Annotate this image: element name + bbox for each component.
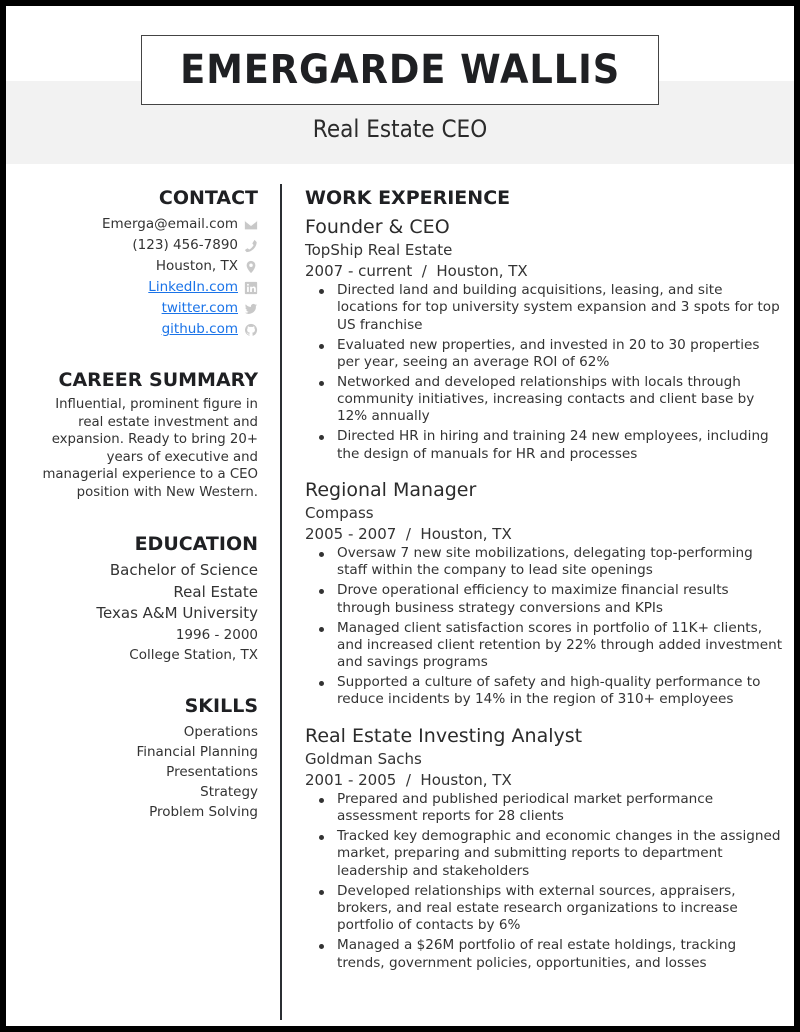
contact-heading: CONTACT <box>158 187 258 209</box>
work-experience-heading: WORK EXPERIENCE <box>305 187 511 209</box>
skill-item: Presentations <box>166 763 258 780</box>
resume-page <box>6 6 794 1026</box>
education-major: Real Estate <box>173 582 258 601</box>
email-text: Emerga@email.com <box>102 216 238 232</box>
candidate-name: EMERGARDE WALLIS <box>180 47 620 93</box>
job-title: Real Estate Investing Analyst <box>305 724 583 747</box>
job-entry <box>305 477 785 709</box>
bullet-item: Evaluated new properties, and invested in 20 to 30 properties per year, seeing an average ROI of 62% <box>315 337 785 372</box>
bullet-item: Networked and developed relationships with locals through community initiatives, increasing contacts and client base by 12% annually <box>315 374 785 426</box>
contact-phone <box>6 235 258 256</box>
company-name: Compass <box>305 504 374 523</box>
education-school: Texas A&M University <box>96 604 258 622</box>
bullet-item: Drove operational efficiency to maximize financial results through business strategy conversions and KPIs <box>315 582 785 617</box>
job-dates-location: 2007 - current / Houston, TX <box>305 262 528 280</box>
location-text: Houston, TX <box>155 258 238 274</box>
envelope-icon <box>244 218 258 232</box>
company-name: TopShip Real Estate <box>305 241 453 259</box>
skill-item: Strategy <box>200 783 258 800</box>
education-section <box>6 532 258 665</box>
career-summary-text: Influential, prominent figure in real estate investment and expansion. Ready to bring 20+ years of executive and managerial experience to a CEO position with New Western. <box>42 397 258 500</box>
career-summary-section <box>6 368 258 501</box>
bullet-item: Managed a $26M portfolio of real estate holdings, tracking trends, government policies, opportunities, and losses <box>315 937 785 972</box>
contact-email <box>6 214 258 235</box>
bullet-item: Supported a culture of safety and high-quality performance to reduce incidents by 14% in the region of 310+ employees <box>315 674 785 709</box>
github-icon <box>244 323 258 337</box>
github-link[interactable]: github.com <box>161 321 238 337</box>
education-degree: Bachelor of Science <box>109 561 258 579</box>
skill-item: Operations <box>183 723 258 740</box>
left-column <box>6 186 258 822</box>
job-bullets <box>315 282 785 463</box>
job-title: Founder & CEO <box>305 216 450 238</box>
job-bullets <box>315 545 785 709</box>
skill-item: Problem Solving <box>149 803 258 820</box>
job-dates-location: 2001 - 2005 / Houston, TX <box>305 770 512 789</box>
job-title-header: Real Estate CEO <box>312 115 488 143</box>
skill-item: Financial Planning <box>136 743 258 760</box>
career-summary-heading: CAREER SUMMARY <box>58 369 258 391</box>
contact-location <box>6 256 258 277</box>
job-dates-location: 2005 - 2007 / Houston, TX <box>305 525 512 544</box>
job-entry <box>305 723 785 972</box>
bullet-item: Tracked key demographic and economic changes in the assigned market, preparing and submitting reports to department leadership and stakeholders <box>315 828 785 880</box>
education-years: 1996 - 2000 <box>175 626 258 643</box>
skills-section <box>6 694 258 822</box>
twitter-icon <box>244 302 258 316</box>
bullet-item: Directed land and building acquisitions, leasing, and site locations for top university system expansion and 3 spots for top US franchise <box>315 282 785 334</box>
linkedin-icon <box>244 281 258 295</box>
right-column <box>305 186 785 974</box>
contact-section <box>6 186 258 340</box>
name-box <box>141 35 659 105</box>
skills-heading: SKILLS <box>184 694 258 717</box>
twitter-link[interactable]: twitter.com <box>161 300 238 316</box>
column-divider <box>280 184 282 1020</box>
bullet-item: Prepared and published periodical market performance assessment reports for 28 clients <box>315 791 785 826</box>
phone-text: (123) 456-7890 <box>132 237 238 253</box>
bullet-item: Oversaw 7 new site mobilizations, delegating top-performing staff within the company to lead site openings <box>315 545 785 580</box>
phone-icon <box>244 239 258 253</box>
contact-github[interactable] <box>6 319 258 340</box>
linkedin-link[interactable]: LinkedIn.com <box>148 279 238 295</box>
bullet-item: Directed HR in hiring and training 24 new employees, including the design of manuals for HR and processes <box>315 428 785 463</box>
bullet-item: Managed client satisfaction scores in portfolio of 11K+ clients, and increased client retention by 22% through added investment and savings programs <box>315 620 785 672</box>
education-heading: EDUCATION <box>134 533 258 555</box>
job-title: Regional Manager <box>305 479 477 502</box>
job-bullets <box>315 791 785 972</box>
education-location: College Station, TX <box>129 646 258 663</box>
contact-twitter[interactable] <box>6 298 258 319</box>
map-pin-icon <box>244 260 258 274</box>
company-name: Goldman Sachs <box>305 749 422 768</box>
contact-linkedin[interactable] <box>6 277 258 298</box>
bullet-item: Developed relationships with external sources, appraisers, brokers, and real estate research organizations to increase portfolio of contacts by 6% <box>315 883 785 935</box>
job-entry <box>305 214 785 463</box>
